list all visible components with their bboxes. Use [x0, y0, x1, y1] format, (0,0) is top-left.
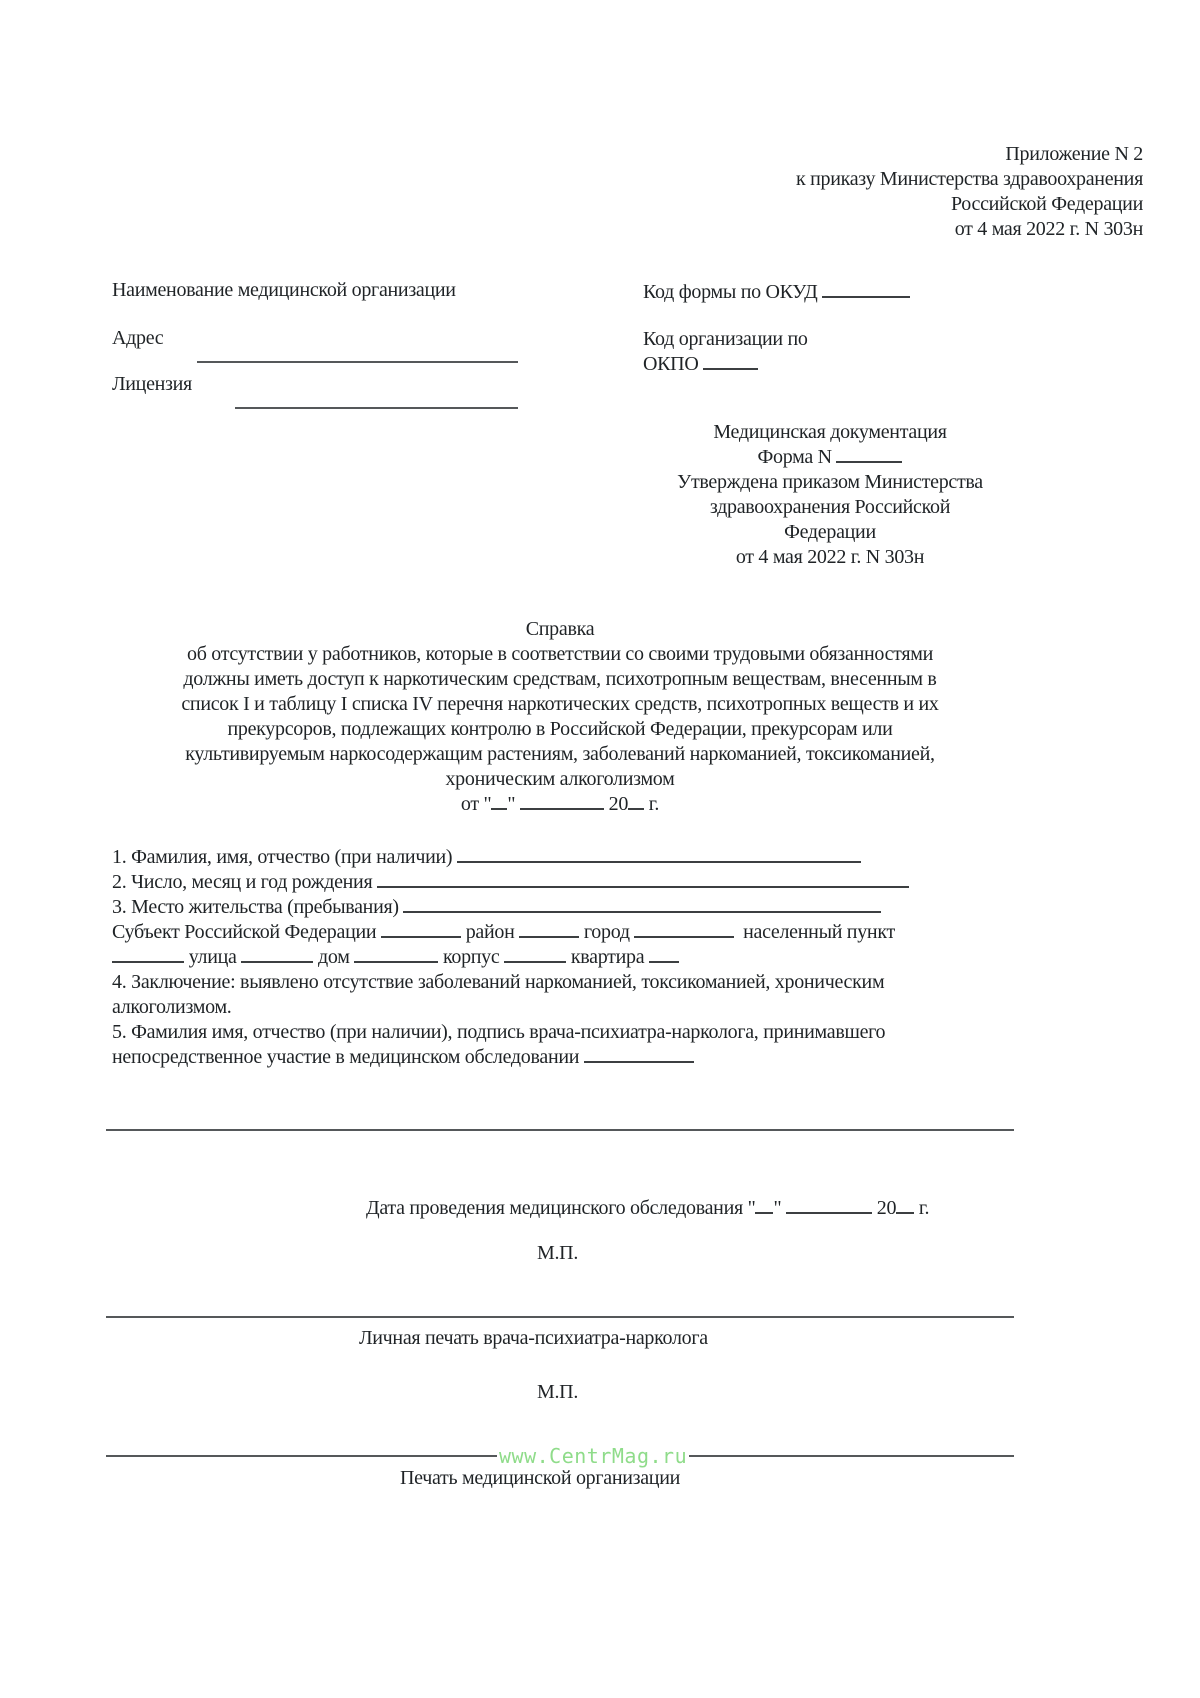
org-name-label: Наименование медицинской организации — [112, 279, 456, 301]
field-residence: 3. Место жительства (пребывания) — [112, 895, 1017, 920]
appendix-number: Приложение N 2 — [1005, 143, 1143, 165]
address-field-line[interactable] — [197, 361, 518, 363]
birth-date-field-line[interactable] — [377, 870, 909, 888]
form-info-approved: Утверждена приказом Министерства — [677, 471, 983, 493]
form-number-field-line[interactable] — [836, 445, 902, 463]
settlement-field-line[interactable] — [112, 945, 184, 963]
certificate-title — [100, 617, 1020, 817]
certificate-subtitle-line: прекурсоров, подлежащих контролю в Российской Федерации, прекурсорам или — [227, 718, 893, 740]
street-field-line[interactable] — [241, 945, 313, 963]
field-conclusion-cont: алкоголизмом. — [112, 996, 232, 1018]
stamp-place-1: М.П. — [537, 1242, 579, 1264]
district-field-line[interactable] — [519, 920, 579, 938]
field-full-name: 1. Фамилия, имя, отчество (при наличии) — [112, 845, 1017, 870]
house-field-line[interactable] — [354, 945, 438, 963]
certificate-subtitle-line: список I и таблицу I списка IV перечня наркотических средств, психотропных веществ и их — [181, 693, 939, 715]
full-name-field-line[interactable] — [457, 845, 861, 863]
doctor-seal-line — [106, 1316, 1014, 1318]
watermark-text: www.CentrMag.ru — [499, 1444, 688, 1468]
apartment-field-line[interactable] — [649, 945, 679, 963]
field-conclusion: 4. Заключение: выявлено отсутствие заболеваний наркоманией, токсикоманией, хроническим — [112, 971, 885, 993]
stamp-place-2: М.П. — [537, 1381, 579, 1403]
doctor-signature-field-line[interactable] — [584, 1045, 694, 1063]
appendix-date: от 4 мая 2022 г. N 303н — [954, 218, 1143, 240]
form-info-block — [640, 420, 1020, 570]
license-label: Лицензия — [112, 373, 192, 395]
okpo-field-line[interactable] — [703, 352, 758, 370]
exam-year-field[interactable] — [896, 1196, 914, 1214]
certificate-fields — [112, 845, 1017, 1070]
form-info-docs: Медицинская документация — [713, 421, 947, 443]
okpo-label-line1: Код организации по — [643, 328, 808, 350]
form-info-federation: Федерации — [784, 521, 876, 543]
certificate-subtitle-line: должны иметь доступ к наркотическим средствам, психотропным веществам, внесенным в — [183, 668, 937, 690]
appendix-header — [796, 142, 1143, 242]
okud-code — [643, 280, 910, 305]
appendix-country: Российской Федерации — [950, 193, 1143, 215]
field-birth-date: 2. Число, месяц и год рождения — [112, 870, 1017, 895]
certificate-date: от " " 20 г. — [460, 793, 660, 815]
subject-field-line[interactable] — [381, 920, 461, 938]
appendix-order-ref: к приказу Министерства здравоохранения — [795, 168, 1143, 190]
okud-field-line[interactable] — [822, 280, 910, 298]
city-field-line[interactable] — [634, 920, 734, 938]
form-info-date: от 4 мая 2022 г. N 303н — [735, 546, 925, 568]
address-label: Адрес — [112, 327, 164, 349]
certificate-subtitle-line: об отсутствии у работников, которые в соответствии со своими трудовыми обязанностями — [187, 643, 933, 665]
org-seal-label: Печать медицинской организации — [400, 1467, 681, 1489]
form-number — [640, 445, 1020, 470]
field-doctor-cont: непосредственное участие в медицинском обследовании — [112, 1045, 1017, 1070]
certificate-subtitle-line: культивируемым наркосодержащим растениям, заболеваний наркоманией, токсикоманией, — [185, 743, 935, 765]
certificate-heading: Справка — [525, 618, 595, 640]
okpo-label: ОКПО — [643, 353, 699, 375]
certificate-day-field[interactable] — [491, 792, 507, 810]
residence-field-line[interactable] — [403, 895, 881, 913]
certificate-year-field[interactable] — [628, 792, 644, 810]
certificate-month-field[interactable] — [520, 792, 604, 810]
form-info-ministry: здравоохранения Российской — [709, 496, 951, 518]
building-field-line[interactable] — [504, 945, 566, 963]
exam-date-label: Дата проведения медицинского обследования " — [366, 1197, 756, 1219]
okpo-code — [643, 352, 758, 377]
field-address-parts-1: Субъект Российской Федерации район город населенный пункт — [112, 921, 895, 943]
doctor-seal-label: Личная печать врача-психиатра-нарколога — [359, 1327, 708, 1349]
exam-day-field[interactable] — [755, 1196, 773, 1214]
certificate-subtitle-line: хроническим алкоголизмом — [445, 768, 675, 790]
doctor-signature-line[interactable] — [106, 1129, 1014, 1131]
field-doctor: 5. Фамилия имя, отчество (при наличии), подпись врача-психиатра-нарколога, принимавшего — [112, 1021, 886, 1043]
exam-date: Дата проведения медицинского обследования " " 20 г. — [366, 1197, 930, 1219]
license-field-line[interactable] — [235, 407, 518, 409]
okud-label: Код формы по ОКУД — [643, 281, 818, 303]
field-address-parts-2: улица дом корпус квартира — [112, 945, 1017, 970]
form-number-label: Форма N — [757, 446, 832, 468]
exam-month-field[interactable] — [786, 1196, 872, 1214]
